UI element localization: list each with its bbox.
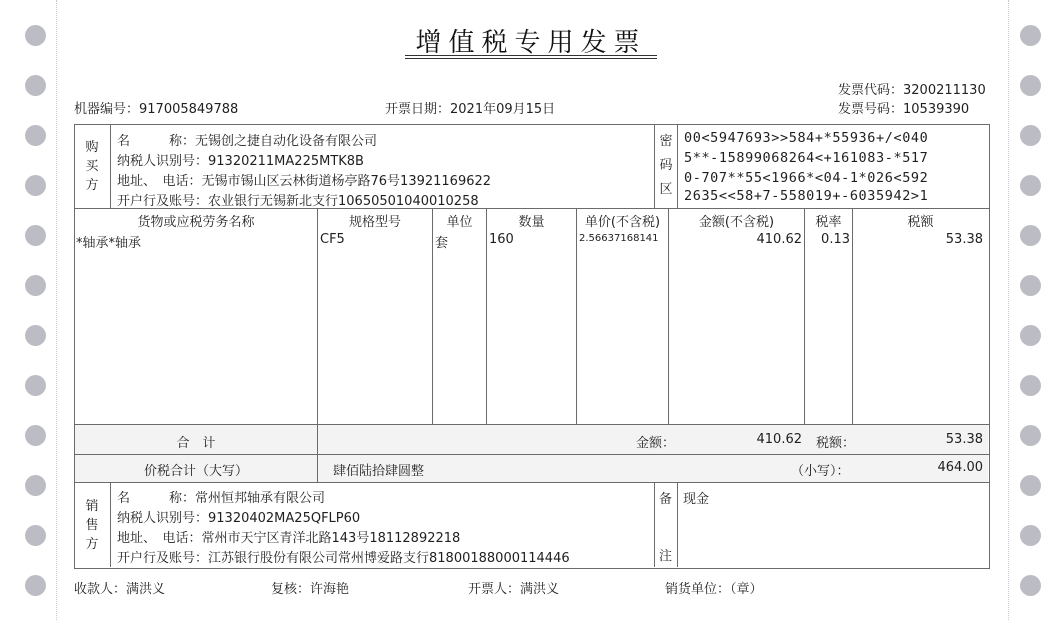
seller-address-label: 地址、 电话： [117, 531, 202, 546]
invoice-code-row [838, 79, 986, 98]
totals-amount-label: 金额： [636, 436, 676, 451]
row-divider [74, 454, 989, 455]
cipher-line: 2635<<58+7-558019+-6035942>1 [684, 188, 929, 204]
left-perforation-line [56, 0, 57, 620]
buyer-side-label: 购 买 方 [85, 140, 99, 193]
punch-hole [25, 325, 46, 346]
punch-hole [25, 75, 46, 96]
header-amount: 金额(不含税) [698, 215, 775, 230]
punch-hole [1020, 275, 1041, 296]
col-divider [110, 124, 111, 208]
seller-bank: 江苏银行股份有限公司常州博爱路支行81800188000114446 [208, 551, 570, 566]
buyer-name-row [117, 130, 377, 149]
seller-tax-id-row [117, 507, 360, 526]
machine-no-row [74, 98, 238, 117]
cipher-line: 5**-15899068264<+161083-*517 [684, 150, 929, 166]
buyer-bank-row [117, 190, 479, 209]
right-perforation-line [1008, 0, 1009, 620]
buyer-bank: 农业银行无锡新北支行10650501040010258 [208, 194, 479, 209]
remarks-label-bottom: 注 [659, 549, 673, 564]
punch-hole [1020, 75, 1041, 96]
col-divider [677, 482, 678, 567]
seller-bank-row [117, 547, 570, 566]
buyer-name: 无锡创之捷自动化设备有限公司 [195, 134, 378, 149]
punch-hole [25, 125, 46, 146]
drawer-label: 开票人： [468, 582, 521, 597]
punch-hole [1020, 25, 1041, 46]
col-divider [317, 454, 318, 482]
punch-hole [25, 425, 46, 446]
invoice-no-row [838, 98, 969, 117]
buyer-bank-label: 开户行及账号： [117, 194, 209, 209]
remarks-text: 现金 [683, 492, 710, 507]
item-rate: 0.13 [821, 232, 850, 247]
totals-label: 合 计 [176, 436, 216, 451]
item-spec: CF5 [320, 232, 345, 247]
payee: 满洪义 [126, 582, 166, 597]
invoice-title: 增值税专用发票 [415, 28, 647, 58]
header-unit: 单位 [446, 215, 473, 230]
col-divider [486, 208, 487, 424]
header-rate: 税率 [815, 215, 842, 230]
buyer-address-row [117, 170, 491, 189]
reviewer: 许海艳 [310, 582, 350, 597]
punch-hole [25, 375, 46, 396]
col-divider [432, 208, 433, 424]
punch-hole [1020, 125, 1041, 146]
col-divider [654, 482, 655, 567]
seller-tax-id-label: 纳税人识别号： [117, 511, 209, 526]
totals-amount: 410.62 [756, 432, 802, 447]
drawer: 满洪义 [520, 582, 560, 597]
payee-label: 收款人： [74, 582, 127, 597]
issue-date-row [385, 98, 555, 117]
punch-hole [1020, 475, 1041, 496]
header-price: 单价(不含税) [584, 215, 661, 230]
cipher-line: 00<5947693>>584+*55936+/<040 [684, 130, 929, 146]
buyer-tax-id-label: 纳税人识别号： [117, 154, 209, 169]
buyer-address: 无锡市锡山区云林街道杨亭路76号13921169622 [201, 174, 492, 189]
invoice-no: 10539390 [903, 102, 970, 117]
reviewer-row [271, 578, 349, 597]
row-divider [74, 424, 989, 425]
punch-hole [1020, 325, 1041, 346]
buyer-tax-id: 91320211MA225MTK8B [208, 154, 364, 169]
seller-name-row [117, 487, 325, 506]
punch-hole [1020, 375, 1041, 396]
invoice-no-label: 发票号码： [838, 102, 904, 117]
item-unit: 套 [435, 236, 449, 251]
punch-hole [25, 475, 46, 496]
col-divider [576, 208, 577, 424]
col-divider [654, 124, 655, 208]
title-underline [405, 55, 657, 56]
seller-side-label: 销 售 方 [85, 499, 99, 552]
punch-hole [25, 175, 46, 196]
col-divider [677, 124, 678, 208]
row-divider [74, 482, 989, 483]
col-divider [317, 208, 318, 454]
payee-row [74, 578, 165, 597]
seller-address-row [117, 527, 460, 546]
totals-tax: 53.38 [945, 432, 983, 447]
drawer-row [468, 578, 559, 597]
punch-hole [25, 275, 46, 296]
seller-tax-id: 91320402MA25QFLP60 [208, 511, 361, 526]
header-spec: 规格型号 [348, 215, 401, 230]
punch-hole [25, 525, 46, 546]
punch-hole [25, 575, 46, 596]
item-tax: 53.38 [945, 232, 983, 247]
issue-date: 2021年09月15日 [450, 102, 556, 117]
item-amount: 410.62 [756, 232, 802, 247]
issue-date-label: 开票日期： [385, 102, 451, 117]
grand-total-small-label: （小写）： [791, 464, 850, 479]
seller-name: 常州恒邦轴承有限公司 [195, 491, 326, 506]
totals-tax-label: 税额： [816, 436, 856, 451]
punch-hole [1020, 575, 1041, 596]
header-qty: 数量 [518, 215, 545, 230]
grand-total-words: 肆佰陆拾肆圆整 [333, 464, 425, 479]
grand-total-value: 464.00 [937, 460, 983, 475]
seller-bank-label: 开户行及账号： [117, 551, 209, 566]
punch-hole [25, 25, 46, 46]
invoice-code: 3200211130 [903, 83, 986, 98]
item-name: *轴承*轴承 [76, 236, 142, 251]
buyer-name-label: 名 称： [117, 134, 196, 149]
grand-total-label: 价税合计（大写） [143, 464, 248, 479]
punch-hole [25, 225, 46, 246]
reviewer-label: 复核： [271, 582, 311, 597]
col-divider [110, 482, 111, 567]
cipher-line: 0-707**55<1966*<04-1*026<592 [684, 170, 929, 186]
punch-hole [1020, 175, 1041, 196]
header-tax: 税额 [907, 215, 934, 230]
item-qty: 160 [489, 232, 514, 247]
punch-hole [1020, 225, 1041, 246]
cipher-side-label: 密 码 区 [659, 134, 673, 197]
seller-name-label: 名 称： [117, 491, 196, 506]
seller-stamp-label: 销货单位：（章） [665, 582, 763, 597]
machine-no-label: 机器编号： [74, 102, 140, 117]
item-price: 2.56637168141 [579, 233, 659, 244]
invoice-code-label: 发票代码： [838, 83, 904, 98]
buyer-address-label: 地址、 电话： [117, 174, 202, 189]
remarks-label-top: 备 [659, 492, 673, 507]
machine-no: 917005849788 [139, 102, 239, 117]
title-underline [405, 58, 657, 59]
buyer-tax-id-row [117, 150, 364, 169]
header-item-name: 货物或应税劳务名称 [137, 215, 255, 230]
punch-hole [1020, 425, 1041, 446]
seller-address: 常州市天宁区青洋北路143号18112892218 [201, 531, 461, 546]
punch-hole [1020, 525, 1041, 546]
